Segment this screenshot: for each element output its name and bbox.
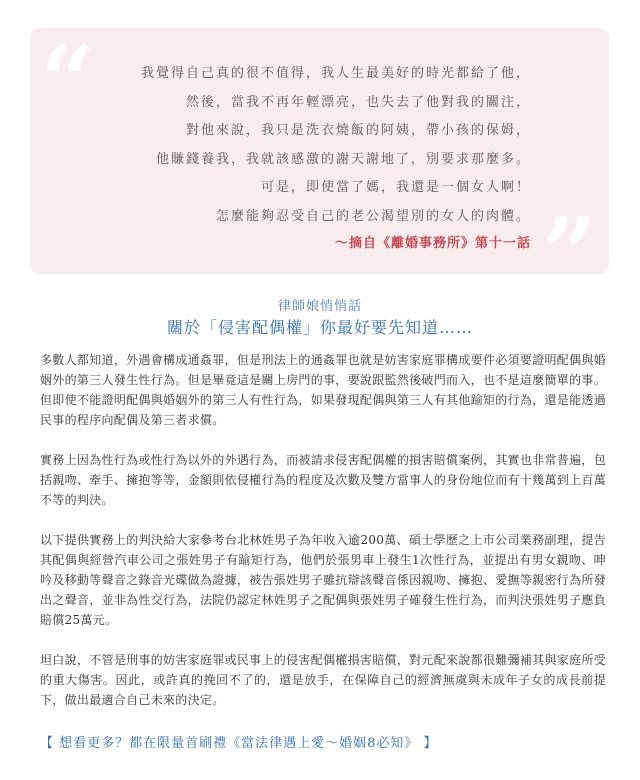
section-title: 關於「侵害配偶權」你最好要先知道…… (166, 318, 473, 337)
section-subtitle: 律師娘悄悄話 (277, 299, 362, 314)
article-paragraph: 多數人都知道，外遇會構成通姦罪，但是刑法上的通姦罪也就是妨害家庭罪構成要件必須要證明配偶與婚姻外的第三人發生性行為。但是畢竟這是關上房門的事，要說跟監然後破門而入，也不是這麼簡單的事。但即使不能證明配偶與婚姻外的第三人有性行為，如果發現配偶與第三人有其他踰矩的行為，還是能透過民事的程序向配偶及第三者求償。 (40, 353, 606, 427)
quote-line: 對他來說，我只是洗衣燒飯的阿姨，帶小孩的保姆， (185, 123, 531, 139)
quote-text (141, 60, 531, 232)
quote-line: 我覺得自己真的很不值得，我人生最美好的時光都給了他， (140, 66, 531, 81)
promo-link[interactable]: 【 想看更多？都在限量首刷禮《當法律遇上愛～婚姻8必知》 】 (40, 736, 438, 751)
quote-line: 怎麼能夠忍受自己的老公渴望別的女人的肉體。 (215, 208, 531, 224)
close-quote-icon: ” (541, 197, 597, 310)
quote-source: ～摘自《離婚事務所》第十一話 (334, 236, 531, 251)
article-paragraph: 以下提供實務上的判決給大家參考台北林姓男子為年收入逾200萬、碩士學歷之上市公司業務副理，提告其配偶與經營汽車公司之張姓男子有踰矩行為，他們於張男車上發生1次性行為，並提出有男女親吻、呻吟及移動等聲音之錄音光碟做為證據，被告張姓男子雖抗辯該聲音係因親吻、擁抱、愛撫等親密行為所發出之聲音，並非為性交行為，法院仍認定林姓男子之配偶與張姓男子確發生性行為，而判決張姓男子應負賠償25萬元。 (40, 533, 606, 627)
article-paragraph: 坦白說，不管是刑事的妨害家庭罪或民事上的侵害配偶權損害賠償，對元配來說都很難彌補其與家庭所受的重大傷害。因此，或許真的挽回不了的，還是放手，在保障自己的經濟無虞與未成年子女的成長前提下，做出最適合自己未來的決定。 (40, 653, 606, 707)
quote-line: 可是，即使當了媽，我還是一個女人啊！ (260, 180, 531, 196)
quote-line: 他賺錢養我，我就該感激的謝天謝地了，別要求那麼多。 (155, 151, 531, 167)
open-quote-icon: “ (40, 25, 96, 138)
quote-line: 然後，當我不再年輕漂亮，也失去了他對我的關注， (185, 94, 531, 110)
article-body (40, 350, 606, 730)
article-paragraph: 實務上因為性行為或性行為以外的外遇行為，而被請求侵害配偶權的損害賠償案例，其實也非常普遍，包括親吻、牽手、擁抱等等，金額則依侵權行為的程度及次數及雙方當事人的身份地位而有十幾萬到上百萬不等的判決。 (40, 453, 606, 507)
